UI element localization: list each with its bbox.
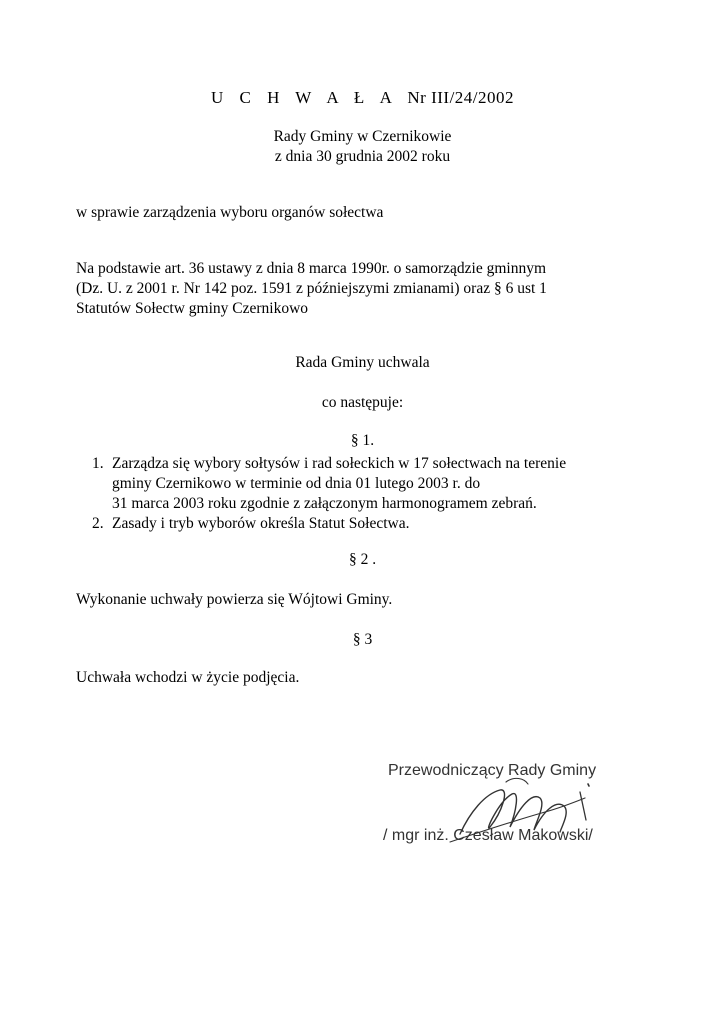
section-2-heading: § 2 . — [348, 551, 377, 568]
document-title — [0, 88, 725, 108]
date-line: z dnia 30 grudnia 2002 roku — [274, 148, 451, 165]
section-3-heading: § 3 — [352, 631, 373, 648]
legal-basis-line-1: Na podstawie art. 36 ustawy z dnia 8 marca 1990r. o samorządzie gminnym — [76, 260, 547, 277]
list-item-1-line-1: Zarządza się wybory sołtysów i rad sołeckich w 17 sołectwach na terenie — [112, 455, 567, 472]
list-item-number: 1. — [92, 455, 104, 472]
list-item-1-line-3: 31 marca 2003 roku zgodnie z załączonym harmonogramem zebrań. — [112, 495, 537, 512]
section-3-text: Uchwała wchodzi w życie podjęcia. — [76, 669, 300, 686]
list-item-number: 2. — [92, 515, 104, 532]
signature-role: Przewodniczący Rady Gminy — [388, 762, 597, 779]
list-item-1-line-2: gminy Czernikowo w terminie od dnia 01 lutego 2003 r. do — [112, 475, 481, 492]
title-word: U C H W A Ł A — [210, 88, 398, 107]
resolution-intro-1: Rada Gminy uchwala — [295, 354, 430, 371]
title-number: Nr III/24/2002 — [407, 88, 515, 107]
subject-line: w sprawie zarządzenia wyboru organów sołectwa — [76, 204, 384, 221]
issuer-line: Rady Gminy w Czernikowie — [273, 128, 452, 145]
section-2-text: Wykonanie uchwały powierza się Wójtowi Gminy. — [76, 591, 393, 608]
legal-basis-line-3: Statutów Sołectw gminy Czernikowo — [76, 300, 309, 317]
legal-basis-line-2: (Dz. U. z 2001 r. Nr 142 poz. 1591 z późniejszymi zmianami) oraz § 6 ust 1 — [76, 280, 547, 297]
list-item-2-line-1: Zasady i tryb wyborów określa Statut Sołectwa. — [112, 515, 410, 532]
signature-name: / mgr inż. Czesław Makowski/ — [383, 827, 593, 844]
resolution-intro-2: co następuje: — [321, 394, 404, 411]
section-1-heading: § 1. — [350, 432, 375, 449]
